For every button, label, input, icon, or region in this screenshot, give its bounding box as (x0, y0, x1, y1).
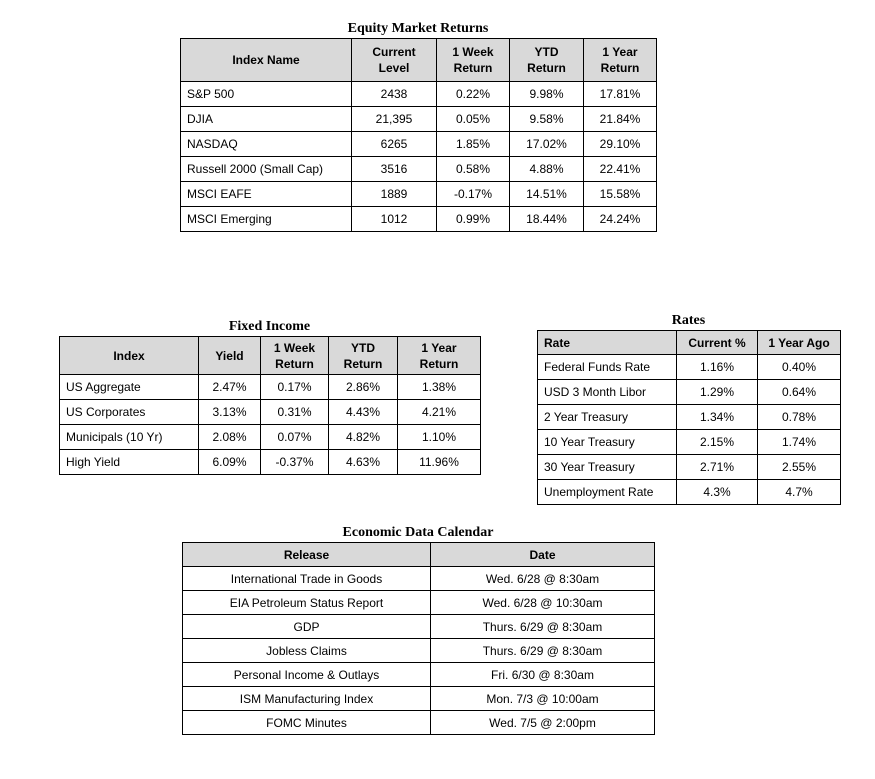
fixed-income-index: US Aggregate (60, 375, 199, 400)
fixed-income-header-ytd: YTD Return (329, 337, 398, 375)
calendar-header-release: Release (183, 543, 431, 567)
fixed-income-1week-return: 0.31% (261, 400, 329, 425)
fixed-income-1year-return: 1.10% (398, 425, 481, 450)
rates-row (538, 355, 841, 380)
rates-current: 4.3% (677, 480, 758, 505)
calendar-section (182, 524, 654, 735)
rates-year-ago: 0.64% (758, 380, 841, 405)
fixed-income-ytd-return: 2.86% (329, 375, 398, 400)
rates-current: 1.34% (677, 405, 758, 430)
equity-table (180, 38, 657, 232)
rates-name: 30 Year Treasury (538, 455, 677, 480)
rates-year-ago: 2.55% (758, 455, 841, 480)
fixed-income-ytd-return: 4.82% (329, 425, 398, 450)
rates-current: 2.71% (677, 455, 758, 480)
rates-row (538, 480, 841, 505)
equity-index-name: MSCI Emerging (181, 207, 352, 232)
equity-1week-return: 0.05% (437, 107, 510, 132)
fixed-income-header-row (60, 337, 481, 375)
fixed-income-table (59, 336, 481, 475)
calendar-date: Mon. 7/3 @ 10:00am (431, 687, 655, 711)
equity-header-index-name: Index Name (181, 39, 352, 82)
fixed-income-header-1year: 1 Year Return (398, 337, 481, 375)
calendar-release: Jobless Claims (183, 639, 431, 663)
calendar-header-date: Date (431, 543, 655, 567)
fixed-income-1year-return: 11.96% (398, 450, 481, 475)
fixed-income-header-index: Index (60, 337, 199, 375)
equity-ytd-return: 14.51% (510, 182, 584, 207)
calendar-release: International Trade in Goods (183, 567, 431, 591)
rates-name: 2 Year Treasury (538, 405, 677, 430)
equity-current-level: 1012 (352, 207, 437, 232)
fixed-income-yield: 3.13% (199, 400, 261, 425)
equity-1year-return: 21.84% (584, 107, 657, 132)
equity-header-ytd: YTD Return (510, 39, 584, 82)
fixed-income-row (60, 450, 481, 475)
rates-current: 1.16% (677, 355, 758, 380)
equity-1week-return: 0.58% (437, 157, 510, 182)
fixed-income-yield: 2.08% (199, 425, 261, 450)
rates-name: USD 3 Month Libor (538, 380, 677, 405)
equity-1year-return: 15.58% (584, 182, 657, 207)
calendar-release: FOMC Minutes (183, 711, 431, 735)
calendar-header-row (183, 543, 655, 567)
calendar-row (183, 615, 655, 639)
calendar-row (183, 639, 655, 663)
rates-header-row (538, 331, 841, 355)
equity-index-name: NASDAQ (181, 132, 352, 157)
rates-header-year-ago: 1 Year Ago (758, 331, 841, 355)
rates-year-ago: 4.7% (758, 480, 841, 505)
fixed-income-section (59, 318, 480, 475)
calendar-title: Economic Data Calendar (342, 525, 494, 540)
equity-index-name: DJIA (181, 107, 352, 132)
rates-current: 1.29% (677, 380, 758, 405)
equity-title: Equity Market Returns (347, 21, 489, 36)
calendar-row (183, 687, 655, 711)
equity-current-level: 3516 (352, 157, 437, 182)
calendar-release: GDP (183, 615, 431, 639)
equity-row (181, 157, 657, 182)
fixed-income-row (60, 425, 481, 450)
equity-row (181, 182, 657, 207)
calendar-row (183, 591, 655, 615)
fixed-income-1week-return: 0.07% (261, 425, 329, 450)
calendar-release: Personal Income & Outlays (183, 663, 431, 687)
equity-section (180, 20, 656, 232)
fixed-income-1week-return: -0.37% (261, 450, 329, 475)
equity-row (181, 132, 657, 157)
rates-section (537, 312, 840, 505)
calendar-date: Wed. 6/28 @ 8:30am (431, 567, 655, 591)
equity-1week-return: 1.85% (437, 132, 510, 157)
equity-ytd-return: 17.02% (510, 132, 584, 157)
equity-index-name: S&P 500 (181, 82, 352, 107)
equity-header-1week: 1 Week Return (437, 39, 510, 82)
rates-name: 10 Year Treasury (538, 430, 677, 455)
fixed-income-yield: 6.09% (199, 450, 261, 475)
fixed-income-title: Fixed Income (228, 319, 311, 334)
calendar-table (182, 542, 655, 735)
rates-title: Rates (671, 313, 706, 328)
equity-row (181, 82, 657, 107)
equity-row (181, 207, 657, 232)
equity-1week-return: 0.22% (437, 82, 510, 107)
fixed-income-1year-return: 4.21% (398, 400, 481, 425)
calendar-row (183, 663, 655, 687)
equity-current-level: 6265 (352, 132, 437, 157)
calendar-row (183, 567, 655, 591)
calendar-date: Thurs. 6/29 @ 8:30am (431, 639, 655, 663)
rates-name: Unemployment Rate (538, 480, 677, 505)
rates-year-ago: 1.74% (758, 430, 841, 455)
calendar-release: EIA Petroleum Status Report (183, 591, 431, 615)
equity-row (181, 107, 657, 132)
rates-table (537, 330, 841, 505)
equity-1year-return: 29.10% (584, 132, 657, 157)
equity-current-level: 2438 (352, 82, 437, 107)
equity-header-current-level: Current Level (352, 39, 437, 82)
rates-year-ago: 0.40% (758, 355, 841, 380)
equity-header-row (181, 39, 657, 82)
equity-1week-return: 0.99% (437, 207, 510, 232)
rates-row (538, 405, 841, 430)
equity-1year-return: 24.24% (584, 207, 657, 232)
calendar-release: ISM Manufacturing Index (183, 687, 431, 711)
fixed-income-header-1week: 1 Week Return (261, 337, 329, 375)
fixed-income-row (60, 400, 481, 425)
equity-ytd-return: 4.88% (510, 157, 584, 182)
fixed-income-ytd-return: 4.43% (329, 400, 398, 425)
rates-header-current: Current % (677, 331, 758, 355)
equity-current-level: 1889 (352, 182, 437, 207)
calendar-date: Thurs. 6/29 @ 8:30am (431, 615, 655, 639)
fixed-income-index: US Corporates (60, 400, 199, 425)
fixed-income-ytd-return: 4.63% (329, 450, 398, 475)
rates-row (538, 455, 841, 480)
fixed-income-1year-return: 1.38% (398, 375, 481, 400)
fixed-income-index: Municipals (10 Yr) (60, 425, 199, 450)
calendar-row (183, 711, 655, 735)
calendar-date: Fri. 6/30 @ 8:30am (431, 663, 655, 687)
equity-ytd-return: 18.44% (510, 207, 584, 232)
fixed-income-1week-return: 0.17% (261, 375, 329, 400)
fixed-income-row (60, 375, 481, 400)
equity-1year-return: 17.81% (584, 82, 657, 107)
equity-index-name: MSCI EAFE (181, 182, 352, 207)
fixed-income-index: High Yield (60, 450, 199, 475)
equity-1week-return: -0.17% (437, 182, 510, 207)
rates-current: 2.15% (677, 430, 758, 455)
equity-ytd-return: 9.58% (510, 107, 584, 132)
rates-row (538, 430, 841, 455)
calendar-date: Wed. 6/28 @ 10:30am (431, 591, 655, 615)
equity-header-1year: 1 Year Return (584, 39, 657, 82)
calendar-date: Wed. 7/5 @ 2:00pm (431, 711, 655, 735)
rates-year-ago: 0.78% (758, 405, 841, 430)
fixed-income-header-yield: Yield (199, 337, 261, 375)
rates-name: Federal Funds Rate (538, 355, 677, 380)
equity-index-name: Russell 2000 (Small Cap) (181, 157, 352, 182)
rates-row (538, 380, 841, 405)
equity-1year-return: 22.41% (584, 157, 657, 182)
equity-ytd-return: 9.98% (510, 82, 584, 107)
rates-header-rate: Rate (538, 331, 677, 355)
equity-current-level: 21,395 (352, 107, 437, 132)
fixed-income-yield: 2.47% (199, 375, 261, 400)
